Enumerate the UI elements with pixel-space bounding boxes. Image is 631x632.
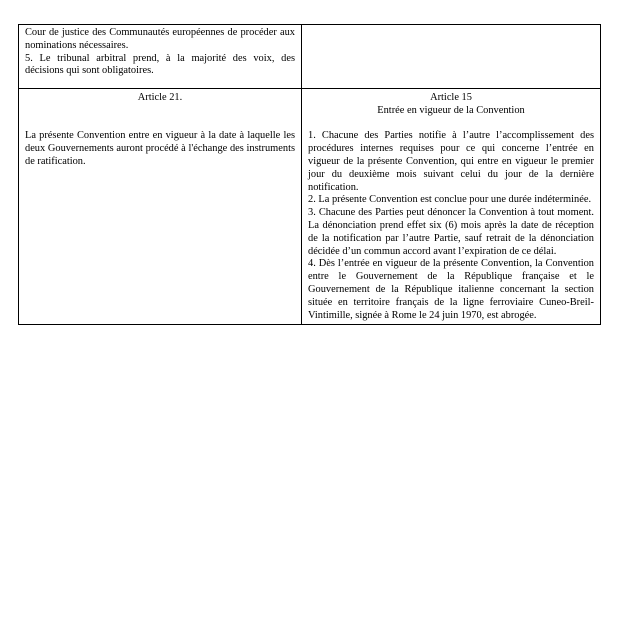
paragraph: 1. Chacune des Parties notifie à l’autre l’accomplissement des procédures internes requises pour ce qui concerne l’entrée en vigueur de la présente Convention, qui entre en vigueur le premier jour du deuxième mois suivant celui du jour de la dernière notification. [308, 130, 594, 193]
table-row [19, 89, 601, 325]
right-cell-empty [302, 25, 601, 89]
table-row [19, 25, 601, 89]
right-cell [302, 89, 601, 325]
article-heading: Article 21. [137, 92, 183, 103]
article-subheading: Entrée en vigueur de la Convention [377, 104, 525, 116]
paragraph: 3. Chacune des Parties peut dénoncer la Convention à tout moment. La dénonciation prend effet six (6) mois après la date de réception de la notification par l’autre Partie, sauf retrait de la dénonciation décidée d’un commun accord avant l’expiration de ce délai. [308, 207, 594, 257]
left-cell [19, 25, 302, 89]
left-cell [19, 89, 302, 325]
article-heading: Article 15 [430, 92, 472, 103]
paragraph: Cour de justice des Communautés européennes de procéder aux nominations nécessaires. [25, 27, 295, 51]
spacer [308, 118, 594, 131]
spacer [25, 105, 295, 131]
paragraph: 5. Le tribunal arbitral prend, à la majorité des voix, des décisions qui sont obligatoires. [25, 52, 295, 77]
paragraph: 4. Dès l’entrée en vigueur de la présente Convention, la Convention entre le Gouvernement de la République française et le Gouvernement de la République italienne concernant la section située en territoire français de la ligne ferroviaire Cuneo-Breil-Vintimille, signée à Rome le 24 juin 1970, est abrogée. [308, 258, 594, 321]
bilingual-treaty-table [18, 24, 601, 325]
paragraph: 2. La présente Convention est conclue pour une durée indéterminée. [308, 194, 592, 206]
paragraph: La présente Convention entre en vigueur à la date à laquelle les deux Gouvernements auront procédé à l'échange des instruments de ratification. [25, 130, 295, 167]
